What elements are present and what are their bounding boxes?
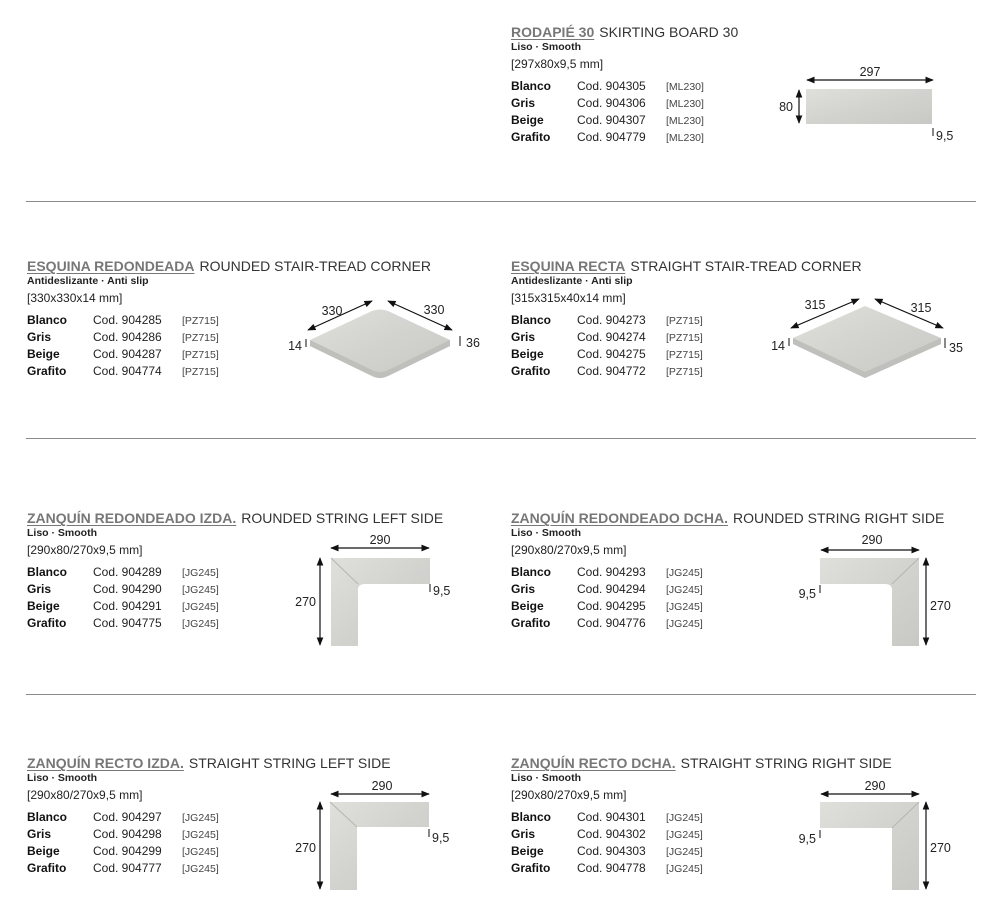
variant-ref: [PZ715]: [182, 366, 219, 378]
section-divider: [26, 438, 976, 439]
variant-ref: [ML230]: [666, 81, 704, 93]
straight-string-left-diagram: [290, 775, 470, 900]
dimensions-label: [297x80x9,5 mm]: [511, 57, 604, 71]
product-title: [511, 755, 892, 772]
variant-ref: [JG245]: [666, 829, 703, 841]
dimension-thickness: 9,5: [432, 831, 450, 845]
variant-color: Beige: [27, 599, 60, 613]
variant-ref: [JG245]: [182, 601, 219, 613]
variant-color: Gris: [27, 827, 52, 841]
dimension-side-b: 330: [423, 303, 445, 317]
dimension-width: 297: [859, 65, 881, 79]
variant-ref: [JG245]: [666, 567, 703, 579]
variant-color: Beige: [511, 347, 544, 361]
variant-ref: [JG245]: [182, 567, 219, 579]
variant-row: [511, 78, 738, 95]
finish-label: Antideslizante · Anti slip: [27, 275, 149, 287]
variant-code: Cod. 904779: [577, 130, 646, 144]
straight-corner-diagram: [765, 290, 975, 390]
product-title: [27, 755, 391, 772]
variant-color: Grafito: [511, 364, 551, 378]
variant-color: Blanco: [511, 313, 552, 327]
product-title: [27, 510, 443, 527]
variant-ref: [ML230]: [666, 98, 704, 110]
variant-color: Grafito: [27, 861, 67, 875]
title-english: STRAIGHT STRING RIGHT SIDE: [680, 755, 892, 771]
dimension-width: 290: [864, 779, 886, 793]
variant-code: Cod. 904305: [577, 79, 646, 93]
section-divider: [26, 201, 976, 202]
title-english: SKIRTING BOARD 30: [599, 24, 739, 40]
variant-ref: [PZ715]: [182, 349, 219, 361]
variant-code: Cod. 904286: [93, 330, 162, 344]
title-spanish: ESQUINA REDONDEADA: [27, 258, 195, 274]
variant-code: Cod. 904297: [93, 810, 162, 824]
variant-ref: [PZ715]: [182, 332, 219, 344]
variant-ref: [PZ715]: [182, 315, 219, 327]
variant-color: Gris: [511, 827, 536, 841]
product-title: [27, 258, 431, 275]
dimensions-label: [290x80/270x9,5 mm]: [27, 543, 143, 557]
variant-color: Grafito: [27, 364, 67, 378]
section-divider: [26, 694, 976, 695]
dimension-width: 290: [371, 779, 393, 793]
title-english: ROUNDED STAIR-TREAD CORNER: [199, 258, 432, 274]
variant-code: Cod. 904774: [93, 364, 162, 378]
variant-list: [511, 78, 738, 146]
dimension-height: 270: [295, 841, 316, 855]
dimension-thickness: 9,5: [433, 584, 451, 598]
variant-ref: [JG245]: [182, 812, 219, 824]
variant-ref: [PZ715]: [666, 332, 703, 344]
skirting-board-diagram: [770, 60, 970, 150]
dimension-edge: 35: [949, 341, 963, 355]
dimensions-label: [315x315x40x14 mm]: [511, 291, 626, 305]
variant-code: Cod. 904275: [577, 347, 646, 361]
variant-code: Cod. 904291: [93, 599, 162, 613]
straight-string-right-diagram: [780, 775, 980, 900]
variant-ref: [JG245]: [666, 812, 703, 824]
variant-color: Blanco: [511, 79, 552, 93]
finish-label: Liso · Smooth: [27, 527, 97, 539]
variant-code: Cod. 904299: [93, 844, 162, 858]
dimension-height: 80: [779, 100, 793, 114]
title-english: ROUNDED STRING RIGHT SIDE: [733, 510, 945, 526]
dimension-edge: 36: [466, 336, 480, 350]
variant-code: Cod. 904290: [93, 582, 162, 596]
title-spanish: ZANQUÍN REDONDEADO IZDA.: [27, 510, 237, 526]
variant-color: Grafito: [27, 616, 67, 630]
variant-color: Gris: [511, 582, 536, 596]
variant-color: Grafito: [511, 861, 551, 875]
variant-code: Cod. 904301: [577, 810, 646, 824]
finish-label: Liso · Smooth: [511, 527, 581, 539]
variant-ref: [PZ715]: [666, 315, 703, 327]
product-title: [511, 258, 862, 275]
variant-code: Cod. 904777: [93, 861, 162, 875]
dimension-width: 290: [369, 533, 391, 547]
variant-color: Beige: [511, 113, 544, 127]
variant-color: Blanco: [511, 565, 552, 579]
variant-code: Cod. 904289: [93, 565, 162, 579]
variant-color: Gris: [511, 96, 536, 110]
variant-color: Gris: [511, 330, 536, 344]
product-title: [511, 510, 944, 527]
dimensions-label: [290x80/270x9,5 mm]: [27, 788, 143, 802]
title-english: STRAIGHT STAIR-TREAD CORNER: [630, 258, 862, 274]
dimension-side-b: 315: [910, 301, 932, 315]
variant-ref: [ML230]: [666, 132, 704, 144]
variant-code: Cod. 904287: [93, 347, 162, 361]
variant-color: Gris: [27, 582, 52, 596]
variant-code: Cod. 904294: [577, 582, 646, 596]
straight-string-right-shape: [820, 802, 919, 890]
variant-ref: [JG245]: [666, 601, 703, 613]
variant-code: Cod. 904295: [577, 599, 646, 613]
finish-label: Liso · Smooth: [511, 41, 581, 53]
finish-label: Liso · Smooth: [511, 772, 581, 784]
variant-ref: [ML230]: [666, 115, 704, 127]
rounded-string-left-diagram: [290, 528, 470, 653]
variant-code: Cod. 904274: [577, 330, 646, 344]
variant-color: Beige: [511, 599, 544, 613]
variant-color: Blanco: [27, 313, 68, 327]
dimension-width: 290: [861, 533, 883, 547]
dimension-side-a: 315: [804, 298, 826, 312]
variant-ref: [JG245]: [182, 829, 219, 841]
product-skirting-board: [511, 24, 738, 146]
variant-code: Cod. 904772: [577, 364, 646, 378]
title-spanish: RODAPIÉ 30: [511, 24, 595, 40]
variant-row: [511, 95, 738, 112]
finish-label: Antideslizante · Anti slip: [511, 275, 633, 287]
variant-color: Beige: [27, 844, 60, 858]
variant-ref: [PZ715]: [666, 366, 703, 378]
dimension-thickness: 14: [771, 339, 785, 353]
dimension-height: 270: [930, 599, 951, 613]
variant-color: Blanco: [511, 810, 552, 824]
variant-ref: [JG245]: [182, 618, 219, 630]
dimension-thickness: 9,5: [936, 129, 954, 143]
title-spanish: ZANQUÍN RECTO DCHA.: [511, 755, 676, 771]
variant-code: Cod. 904306: [577, 96, 646, 110]
variant-color: Beige: [511, 844, 544, 858]
product-title: [511, 24, 738, 41]
variant-color: Gris: [27, 330, 52, 344]
variant-ref: [JG245]: [182, 846, 219, 858]
variant-code: Cod. 904303: [577, 844, 646, 858]
variant-ref: [JG245]: [666, 584, 703, 596]
variant-color: Beige: [27, 347, 60, 361]
dimensions-label: [330x330x14 mm]: [27, 291, 123, 305]
variant-color: Grafito: [511, 130, 551, 144]
variant-code: Cod. 904775: [93, 616, 162, 630]
variant-ref: [JG245]: [666, 618, 703, 630]
dimension-side-a: 330: [321, 304, 343, 318]
title-spanish: ESQUINA RECTA: [511, 258, 626, 274]
variant-color: Blanco: [27, 810, 68, 824]
skirting-board-shape: [806, 89, 932, 124]
dimension-thickness: 14: [288, 339, 302, 353]
variant-code: Cod. 904293: [577, 565, 646, 579]
variant-ref: [JG245]: [666, 846, 703, 858]
dimension-thickness: 9,5: [798, 832, 816, 846]
rounded-string-right-diagram: [780, 528, 980, 653]
variant-code: Cod. 904776: [577, 616, 646, 630]
variant-ref: [JG245]: [182, 863, 219, 875]
variant-code: Cod. 904285: [93, 313, 162, 327]
variant-color: Grafito: [511, 616, 551, 630]
variant-row: [511, 112, 738, 129]
variant-row: [511, 129, 738, 146]
title-spanish: ZANQUÍN REDONDEADO DCHA.: [511, 510, 728, 526]
dimension-height: 270: [930, 841, 951, 855]
finish-label: Liso · Smooth: [27, 772, 97, 784]
rounded-corner-diagram: [280, 290, 490, 390]
rounded-string-left-shape: [331, 558, 430, 646]
rounded-string-right-shape: [820, 558, 919, 646]
title-spanish: ZANQUÍN RECTO IZDA.: [27, 755, 184, 771]
variant-ref: [JG245]: [182, 584, 219, 596]
straight-corner-shape: [793, 306, 941, 378]
title-english: STRAIGHT STRING LEFT SIDE: [188, 755, 391, 771]
dimensions-label: [290x80/270x9,5 mm]: [511, 788, 627, 802]
dimension-height: 270: [295, 595, 316, 609]
title-english: ROUNDED STRING LEFT SIDE: [241, 510, 444, 526]
dimensions-label: [290x80/270x9,5 mm]: [511, 543, 627, 557]
variant-code: Cod. 904273: [577, 313, 646, 327]
variant-color: Blanco: [27, 565, 68, 579]
variant-code: Cod. 904298: [93, 827, 162, 841]
variant-ref: [JG245]: [666, 863, 703, 875]
variant-ref: [PZ715]: [666, 349, 703, 361]
dimension-thickness: 9,5: [798, 587, 816, 601]
variant-code: Cod. 904302: [577, 827, 646, 841]
variant-code: Cod. 904307: [577, 113, 646, 127]
variant-code: Cod. 904778: [577, 861, 646, 875]
